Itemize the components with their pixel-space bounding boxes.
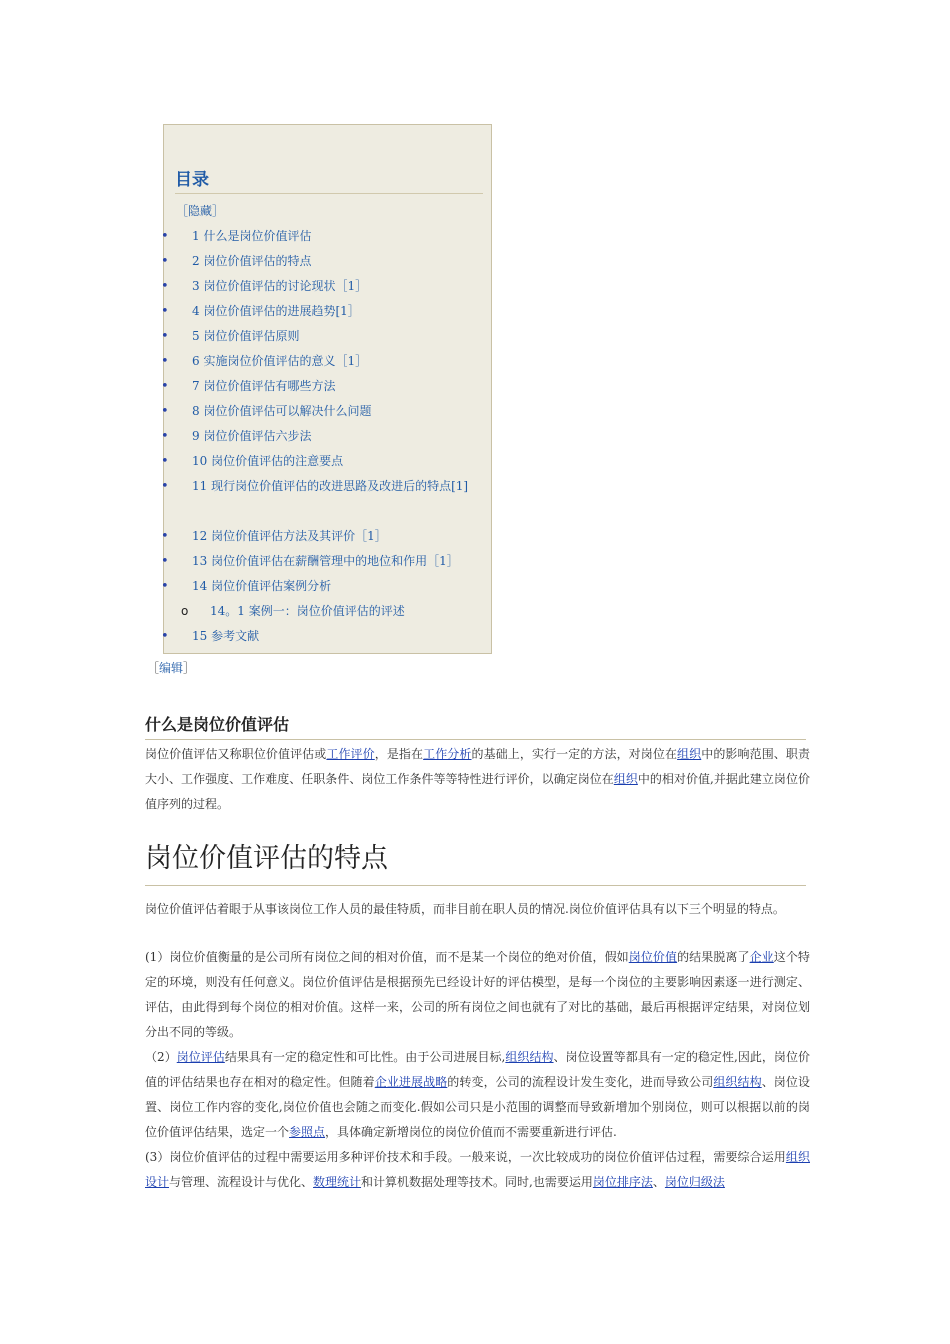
toc-item-label[interactable]: 11 现行岗位价值评估的改进思路及改进后的特点[1] [192,479,469,493]
toc-title: 目录 [175,165,483,194]
toc-bullet: • [161,354,169,369]
toc-item[interactable] [161,399,484,424]
link-post-ranking[interactable]: 岗位排序法 [592,1175,653,1189]
toc-bullet: • [161,579,169,594]
toc-item[interactable] [161,624,484,649]
section-heading-features: 岗位价值评估的特点 [145,836,806,886]
toc-item-label[interactable]: 5 岗位价值评估原则 [192,329,300,343]
toc-item[interactable] [161,474,484,524]
toc-item[interactable] [161,349,484,374]
toc-item-label[interactable]: 3 岗位价值评估的讨论现状［1］ [192,279,368,293]
toc-item-label[interactable]: 12 岗位价值评估方法及其评价［1］ [192,529,387,543]
section2-intro: 岗位价值评估着眼于从事该岗位工作人员的最佳特质，而非目前在职人员的情况.岗位价值评估具有以下三个明显的特点。 [145,902,785,916]
section2-point3: (3）岗位价值评估的过程中需要运用多种评价技术和手段。一般来说，一次比较成功的岗位价值评估过程，需要综合运用组织设计与管理、流程设计与优化、数理统计和计算机数据处理等技术。同时,也需要运用岗位排序法、岗位归级法 [145,1150,810,1189]
toc-item[interactable] [161,549,484,574]
toc-item-label[interactable]: 14 岗位价值评估案例分析 [192,579,332,593]
toc-item-label[interactable]: 8 岗位价值评估可以解决什么问题 [192,404,372,418]
toc-list [161,224,484,649]
link-organization[interactable]: 组织 [677,747,702,761]
toc-item[interactable] [161,574,484,599]
link-reference-point[interactable]: 参照点 [289,1125,326,1139]
toc-item[interactable] [161,249,484,274]
toc-sub-bullet: o [181,604,189,618]
link-post-evaluation[interactable]: 岗位评估 [176,1050,225,1064]
toc-bullet: • [161,454,169,469]
toc-bullet: • [161,554,169,569]
link-org-structure-2[interactable]: 组织结构 [713,1075,762,1089]
toc-bullet: • [161,429,169,444]
link-organization-2[interactable]: 组织 [613,772,638,786]
link-org-design[interactable]: 组织设计 [145,1150,810,1189]
toc-item[interactable] [161,449,484,474]
link-work-evaluation[interactable]: 工作评价 [326,747,375,761]
toc-bullet: • [161,379,169,394]
toc-bullet: • [161,404,169,419]
edit-link-wrapper: ［编辑］ [147,661,196,675]
toc-item-label[interactable]: 15 参考文献 [192,629,260,643]
toc-bullet: • [161,329,169,344]
toc-item-label[interactable]: 4 岗位价值评估的进展趋势[1］ [192,304,360,318]
toc-bullet: • [161,229,169,244]
toc-item-label[interactable]: 10 岗位价值评估的注意要点 [192,454,344,468]
link-post-classification[interactable]: 岗位归级法 [664,1175,725,1189]
toc-bullet: • [161,529,169,544]
toc-bullet: • [161,629,169,644]
toc-item-label[interactable]: 7 岗位价值评估有哪些方法 [192,379,336,393]
toc-item[interactable] [161,299,484,324]
toc-bullet: • [161,304,169,319]
toc-item[interactable] [161,374,484,399]
link-org-structure[interactable]: 组织结构 [505,1050,554,1064]
edit-link[interactable]: 编辑 [159,661,184,675]
link-enterprise-strategy[interactable]: 企业进展战略 [374,1075,448,1089]
toc-item-label[interactable]: 14。1 案例一：岗位价值评估的评述 [210,604,405,618]
toc-item[interactable] [161,324,484,349]
toc-item-label[interactable]: 13 岗位价值评估在薪酬管理中的地位和作用［1］ [192,554,459,568]
section1-paragraph: 岗位价值评估又称职位价值评估或工作评价，是指在工作分析的基础上，实行一定的方法，对岗位在组织中的影响范围、职责大小、工作强度、工作难度、任职条件、岗位工作条件等等特性进行评价，以确定岗位在组织中的相对价值,并据此建立岗位价值序列的过程。 [145,747,810,811]
table-of-contents [163,124,492,654]
toc-bullet: • [161,279,169,294]
toc-item[interactable] [161,424,484,449]
toc-item[interactable] [164,599,484,624]
toc-item[interactable] [161,224,484,249]
toc-bullet: • [161,254,169,269]
toc-item[interactable] [161,274,484,299]
toc-item[interactable] [161,524,484,549]
link-post-value[interactable]: 岗位价值 [628,950,678,964]
section2-point1: (1）岗位价值衡量的是公司所有岗位之间的相对价值，而不是某一个岗位的绝对价值，假如岗位价值的结果脱离了企业这个特定的环境，则没有任何意义。岗位价值评估是根据预先已经设计好的评估模型，是每一个岗位的主要影响因素逐一进行测定、评估，由此得到每个岗位的相对价值。这样一来，公司的所有岗位之间也就有了对比的基础，最后再根据评定结果，对岗位划分出不同的等级。 [145,950,810,1039]
section-heading-what-is: 什么是岗位价值评估 [145,712,806,740]
toc-bullet: • [161,479,169,494]
toc-item-label[interactable]: 2 岗位价值评估的特点 [192,254,312,268]
toc-item-label[interactable]: 9 岗位价值评估六步法 [192,429,312,443]
section2-point2: （2）岗位评估结果具有一定的稳定性和可比性。由于公司进展目标,组织结构、岗位设置等都具有一定的稳定性,因此，岗位价值的评估结果也存在相对的稳定性。但随着企业进展战略的转变，公司的流程设计发生变化，进而导致公司组织结构、岗位设置、岗位工作内容的变化,岗位价值也会随之而变化.假如公司只是小范围的调整而导致新增加个别岗位，则可以根据以前的岗位价值评估结果，选定一个参照点，具体确定新增岗位的岗位价值而不需要重新进行评估. [145,1050,810,1139]
link-enterprise[interactable]: 企业 [749,950,774,964]
link-work-analysis[interactable]: 工作分析 [423,747,472,761]
link-statistics[interactable]: 数理统计 [313,1175,362,1189]
toc-item-label[interactable]: 6 实施岗位价值评估的意义［1］ [192,354,368,368]
toc-item-label[interactable]: 1 什么是岗位价值评估 [192,229,312,243]
toc-hide-link[interactable]: ［隐藏］ [176,204,225,218]
